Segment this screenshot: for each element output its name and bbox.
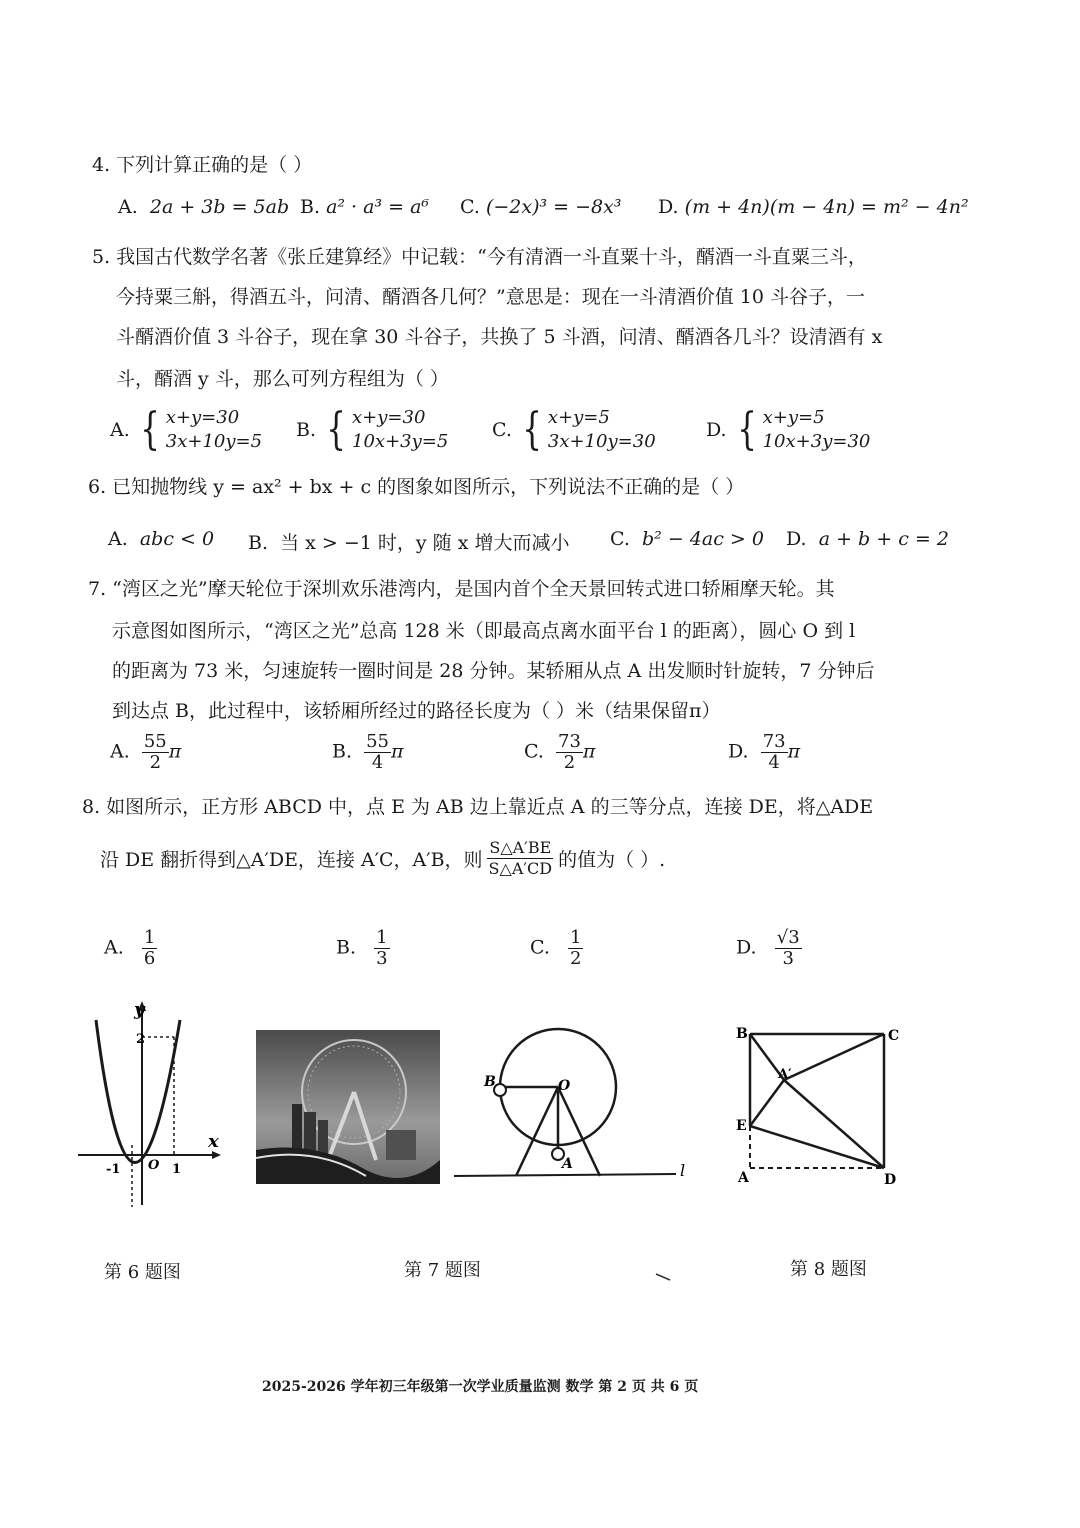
label-b: B xyxy=(484,1074,496,1090)
label-a: A xyxy=(562,1156,573,1172)
label-c: C xyxy=(888,1028,900,1044)
q7-line-1: 7. “湾区之光”摩天轮位于深圳欢乐港湾内，是国内首个全天景回转式进口轿厢摩天轮。其 xyxy=(88,578,835,600)
tick-label-1: 1 xyxy=(172,1162,182,1177)
area-ratio: $\frac{S\triangle A'BE}{S\triangle A'CD}$ xyxy=(488,838,553,878)
q5-option-d: D. { x+y=5 10x+3y=30 xyxy=(706,404,871,455)
page-footer: 2025-2026 学年初三年级第一次学业质量监测 数学 第 2 页 共 6 页 xyxy=(262,1379,699,1395)
q8-option-c: C. $\frac{1}{2}$ xyxy=(530,927,582,969)
q6-option-b: B. 当 x > −1 时，y 随 x 增大而减小 xyxy=(248,532,570,554)
platform-line-l xyxy=(454,1174,676,1176)
caption-figure-7: 第 7 题图 xyxy=(404,1260,481,1281)
q4-stem: 4. 下列计算正确的是（ ） xyxy=(92,154,313,176)
brace-icon: { xyxy=(139,404,160,455)
q6-option-c: C. b² − 4ac > 0 xyxy=(610,528,764,550)
segment-a1d xyxy=(784,1080,884,1168)
q7-option-b: B. $\frac{55}{4}$ π xyxy=(332,731,404,773)
segment-a1c xyxy=(784,1034,884,1080)
q5-option-c: C. { x+y=5 3x+10y=30 xyxy=(492,404,656,455)
q5-option-a: A. { x+y=30 3x+10y=5 xyxy=(110,404,263,455)
pen-mark xyxy=(654,1270,674,1284)
q4-option-d: D. (m + 4n)(m − 4n) = m² − 4n² xyxy=(658,196,969,218)
q7-line-3: 的距离为 73 米，匀速旋转一圈时间是 28 分钟。某轿厢从点 A 出发顺时针旋转，7 分钟后 xyxy=(112,660,875,682)
q6-option-d: D. a + b + c = 2 xyxy=(786,528,949,550)
brace-icon: { xyxy=(326,404,346,455)
x-axis-label: x xyxy=(208,1131,219,1152)
q7-line-2: 示意图如图所示，“湾区之光”总高 128 米（即最高点离水面平台 l 的距离），圆心 O 到 l xyxy=(112,620,856,642)
q5-option-b: B. { x+y=30 10x+3y=5 xyxy=(296,404,449,455)
q6-stem: 6. 已知抛物线 y = ax² + bx + c 的图象如图所示，下列说法不正确的是（ ） xyxy=(88,476,745,498)
q5-line-3: 斗醑酒价值 3 斗谷子，现在拿 30 斗谷子，共换了 5 斗酒，问清、醑酒各几斗？设清酒有 x xyxy=(116,326,883,348)
segment-ea1 xyxy=(750,1080,784,1126)
origin-label: O xyxy=(148,1158,160,1173)
q4-option-c: C. (−2x)³ = −8x³ xyxy=(460,196,622,218)
q5-line-2: 今持粟三斛，得酒五斗，问清、醑酒各几何？”意思是：现在一斗清酒价值 10 斗谷子，一 xyxy=(116,286,865,308)
q7-option-c: C. $\frac{73}{2}$ π xyxy=(524,731,596,773)
ferris-wheel-photo xyxy=(256,1030,440,1184)
x-axis-arrow-icon xyxy=(212,1151,221,1159)
q6-option-a: A. abc < 0 xyxy=(108,528,215,550)
q8-line-1: 8. 如图所示，正方形 ABCD 中，点 E 为 AB 边上靠近点 A 的三等分点，连接 DE，将△ADE xyxy=(82,796,874,818)
figure-8-square xyxy=(728,1018,908,1190)
q8-option-a: A. $\frac{1}{6}$ xyxy=(104,927,156,969)
brace-icon: { xyxy=(736,404,757,455)
q8-line-2: 沿 DE 翻折得到△A′DE，连接 A′C，A′B，则 $\frac{S\triangle A'BE}{S\triangle A'CD}$ 的值为（ ）. xyxy=(100,838,666,878)
q7-line-4: 到达点 B，此过程中，该轿厢所经过的路径长度为（ ）米（结果保留π） xyxy=(112,700,721,722)
label-a: A xyxy=(738,1170,749,1186)
brace-icon: { xyxy=(522,404,542,455)
q4-option-a: A. 2a + 3b = 5ab xyxy=(118,196,290,218)
caption-figure-8: 第 8 题图 xyxy=(790,1259,867,1280)
caption-figure-6: 第 6 题图 xyxy=(104,1262,181,1283)
label-b: B xyxy=(736,1026,748,1042)
label-l: l xyxy=(680,1161,686,1180)
tick-label-2: 2 xyxy=(136,1032,146,1047)
q5-line-1: 5. 我国古代数学名著《张丘建算经》中记载：“今有清酒一斗直粟十斗，醑酒一斗直粟三斗， xyxy=(92,246,867,268)
tick-label-neg1: -1 xyxy=(106,1162,121,1177)
label-a-prime: A′ xyxy=(778,1067,792,1082)
q4-option-b: B. a² · a³ = a⁶ xyxy=(300,196,430,218)
label-e: E xyxy=(736,1118,747,1134)
figure-7-diagram xyxy=(450,1020,690,1190)
q7-option-a: A. $\frac{55}{2}$ π xyxy=(110,731,182,773)
segment-de xyxy=(750,1126,884,1168)
y-axis-label: y xyxy=(134,999,145,1020)
q8-option-b: B. $\frac{1}{3}$ xyxy=(336,927,388,969)
q5-line-4: 斗，醑酒 y 斗，那么可列方程组为（ ） xyxy=(116,368,449,390)
figure-6-parabola xyxy=(78,995,228,1210)
label-o: O xyxy=(558,1078,571,1094)
q8-option-d: D. $\frac{√3}{3}$ xyxy=(736,927,800,969)
q7-option-d: D. $\frac{73}{4}$ π xyxy=(728,731,801,773)
label-d: D xyxy=(884,1172,897,1188)
